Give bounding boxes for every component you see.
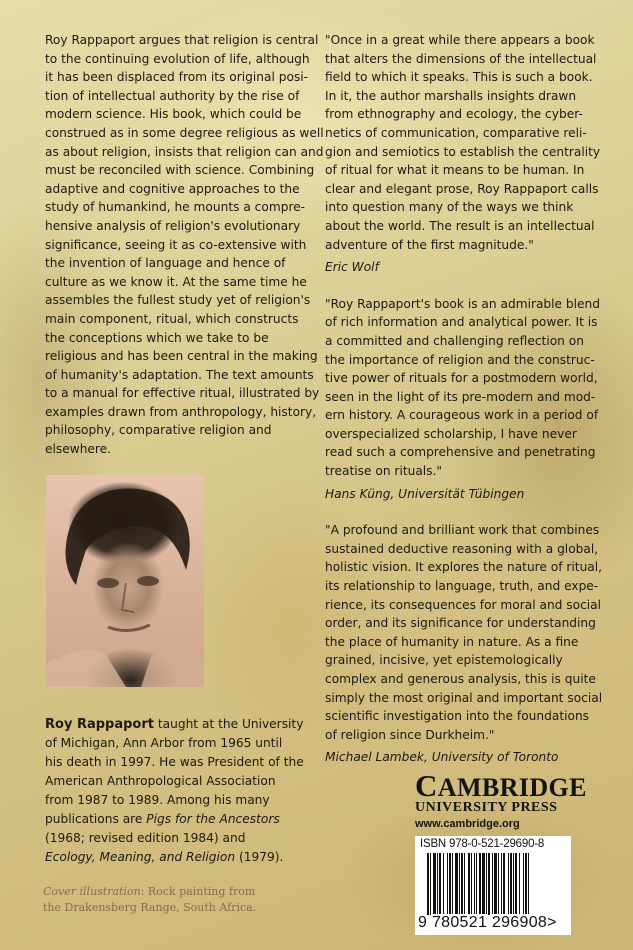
barcode-bar [468,853,470,915]
barcode-bar [513,853,514,915]
barcode-bar [508,853,509,915]
review-quote [325,295,615,481]
barcode-bar [488,853,490,915]
review-line: treatise on rituals." [325,464,443,479]
barcode-bar [452,853,453,915]
description-line: significance, seeing it as co-extensive with [45,237,307,252]
barcode-digit-first: 9 [418,914,428,931]
barcode-bar [476,853,477,915]
barcode-bar [437,853,438,915]
publisher-name: CAMBRIDGE [415,768,587,803]
review-line: netics of communication, comparative reli- [325,125,587,140]
review-line: field to which it speaks. This is such a book. [325,70,593,85]
author-name: Roy Rappaport [45,717,154,732]
publisher-website[interactable]: www.cambridge.org [415,818,520,830]
review-line: of religion since Durkheim." [325,727,495,742]
description-line: philosophy, comparative religion and [45,423,272,438]
description-line: tion of intellectual authority by the rise of [45,88,300,103]
description-line: study of humankind, he mounts a compre- [45,200,306,215]
review-line: adventure of the first magnitude." [325,237,534,252]
reviews [325,31,615,767]
review-line: In it, the author marshalls insights drawn [325,88,577,103]
barcode-bar [492,853,493,915]
description-line: main component, ritual, which constructs [45,311,299,326]
barcode-bar [519,853,520,915]
bio-text: publications are [45,812,147,826]
description-line: culture as we know it. At the same time he [45,274,307,289]
barcode-digits-group1: 780521 [431,914,488,931]
review-quote [325,521,615,744]
description-paragraph [45,31,324,459]
review-line: the place of humanity in nature. As a fine [325,634,579,649]
barcode-bar [449,853,451,915]
barcode-bar [515,853,517,915]
barcode-bar [439,853,441,915]
review-line: "Once in a great while there appears a book [325,33,595,47]
review-attribution: Hans Küng, Universität Tübingen [325,486,525,501]
barcode-end-mark: > [547,914,557,931]
review-line: holistic vision. It explores the nature of ritual, [325,560,603,575]
barcode-bar [433,853,436,915]
barcode-bar [461,853,463,915]
description-line: elsewhere. [45,442,112,457]
review-line: sustained deductive reasoning with a global, [325,541,599,556]
barcode-bar [525,853,527,915]
description-line: as about religion, insists that religion can and [45,144,324,159]
description-line: the invention of language and hence of [45,256,286,271]
barcode-bar [459,853,460,915]
review-line: from ethnography and ecology, the cyber- [325,107,583,122]
review-eric-wolf [325,31,615,277]
review-line: "Roy Rappaport's book is an admirable blend [325,296,601,311]
review-line: of ritual for what it means to be human. In [325,163,585,178]
cover-credit-text: the Drakensberg Range, South Africa. [43,901,257,914]
review-attribution: Eric Wolf [325,260,379,275]
description-line: hensive analysis of religion's evolutionary [45,218,301,233]
author-bio [45,715,325,867]
barcode-bar [447,853,448,915]
review-line: overspecialized scholarship, I have never [325,426,577,441]
barcode-bar [501,853,502,915]
review-line: gion and semiotics to establish the centrality [325,144,601,159]
review-line: its relationship to language, truth, and expe- [325,579,599,594]
bio-line: (1968; revised edition 1984) and [45,831,246,845]
review-line: scientific investigation into the foundations [325,709,590,724]
description-line: adaptive and cognitive approaches to the [45,181,300,196]
barcode-bar [464,853,465,915]
bio-line: of Michigan, Ann Arbor from 1965 until [45,736,283,750]
description-line: to a manual for effective ritual, illustrated by [45,386,320,401]
cover-credit [43,884,256,916]
description-line: examples drawn from anthropology, history, [45,404,317,419]
review-attribution: Michael Lambek, University of Toronto [325,750,559,765]
isbn-barcode-block [415,836,571,935]
barcode-bar [503,853,505,915]
publisher-logo [415,768,587,831]
description-line: assembles the fullest study yet of religion's [45,293,311,308]
description-line: religious and has been central in the making [45,349,318,364]
description-line: construed as in some degree religious as well [45,125,324,140]
barcode-icon [427,853,563,915]
review-line: the importance of religion and the construc- [325,352,595,367]
book-title: Pigs for the Ancestors [146,812,280,826]
cover-credit-text: : Rock painting from [140,885,256,898]
barcode-digits-group2: 296908 [491,914,548,931]
author-photo [46,475,204,687]
barcode-bar [494,853,497,915]
book-description [45,31,324,459]
description-line: must be reconciled with science. Combining [45,163,315,178]
review-line: seen in the light of its pre-modern and mod- [325,389,596,404]
barcode-bar [486,853,487,915]
barcode-bar [528,853,529,915]
description-line: of humanity's adaptation. The text amounts [45,367,314,382]
bio-text: (1979). [235,850,284,864]
review-line: a committed and challenging reflection on [325,333,584,348]
barcode-bar [474,853,475,915]
publisher-subtitle: UNIVERSITY PRESS [415,800,558,815]
review-line: ern history. A courageous work in a period of [325,408,599,423]
description-line: Roy Rappaport argues that religion is central [45,33,319,47]
review-hans-kung [325,295,615,504]
description-line: the conceptions which we take to be [45,330,269,345]
review-line: into question many of the ways we think [325,200,574,215]
review-line: of rich information and analytical power. It is [325,315,598,330]
cover-credit-label: Cover illustration [43,885,141,898]
barcode-bar [479,853,481,915]
bio-line: from 1987 to 1989. Among his many [45,793,270,807]
bio-text: taught at the University [153,717,304,731]
description-line: to the continuing evolution of life, although [45,51,310,66]
book-title: Ecology, Meaning, and Religion [45,850,236,864]
review-line: about the world. The result is an intellectual [325,218,595,233]
review-line: read such a comprehensive and penetrating [325,445,596,460]
review-line: clear and elegant prose, Roy Rappaport calls [325,181,599,196]
barcode-bar [430,853,431,915]
barcode-bar [510,853,512,915]
review-line: order, and its significance for understanding [325,616,596,631]
barcode-digits [418,914,557,932]
review-line: "A profound and brilliant work that combines [325,523,600,538]
review-line: simply the most original and important social [325,690,603,705]
barcode-bar [455,853,458,915]
review-line: rience, its consequences for moral and social [325,597,602,612]
bio-line: American Anthropological Association [45,774,276,788]
review-line: complex and generous analysis, this is quite [325,672,596,686]
barcode-bar [471,853,472,915]
review-line: grained, incisive, yet epistemologically [325,653,563,668]
review-michael-lambek [325,521,615,767]
barcode-bar [427,853,429,915]
description-line: it has been displaced from its original posi- [45,70,309,85]
review-line: tive power of rituals for a postmodern world, [325,371,598,386]
barcode-bar [482,853,485,915]
barcode-bar [443,853,444,915]
isbn-label: ISBN 978-0-521-29690-8 [420,838,545,850]
barcode-bar [498,853,499,915]
portrait-illustration [46,475,204,687]
description-line: modern science. His book, which could be [45,107,302,122]
barcode-bar [523,853,524,915]
review-quote [325,31,615,254]
review-line: that alters the dimensions of the intellectual [325,51,597,66]
bio-line: his death in 1997. He was President of the [45,755,304,769]
